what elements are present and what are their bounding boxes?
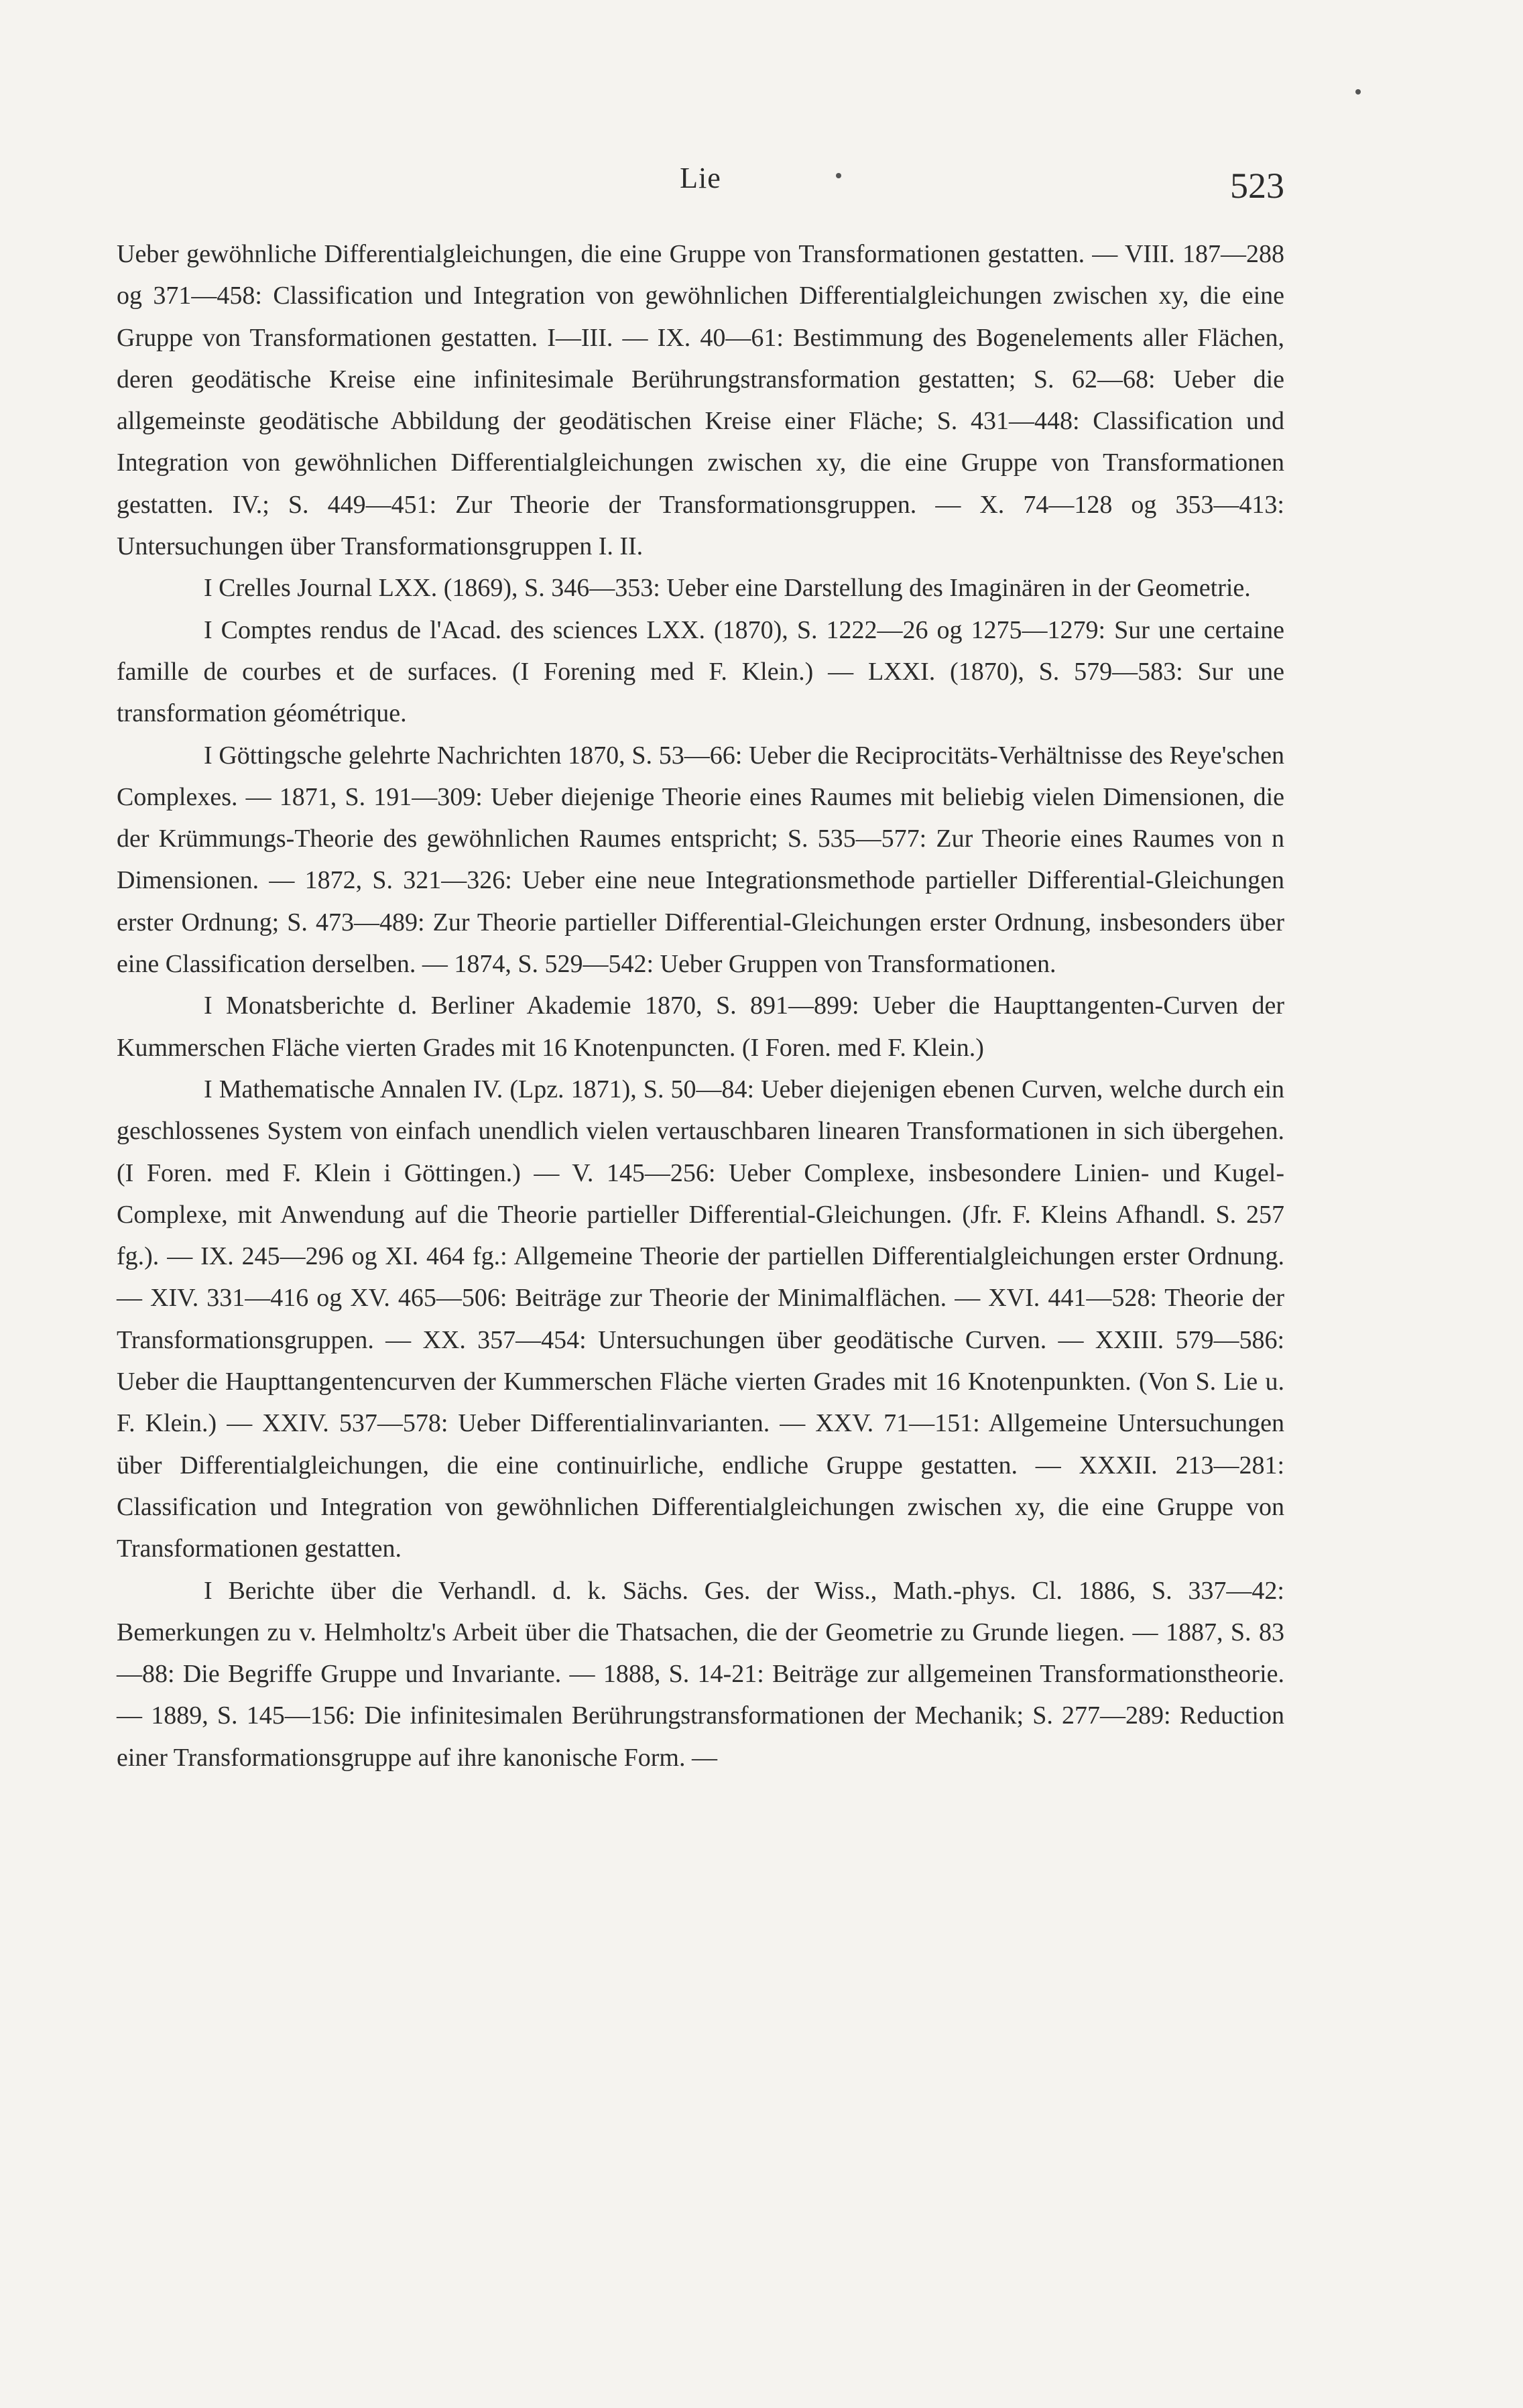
running-head: Lie xyxy=(680,162,721,194)
paragraph-goettingsche-nachrichten: I Göttingsche gelehrte Nachrichten 1870, S. 53—66: Ueber die Reciprocitäts-Verhältnisse des Reye'schen Complexes. — 1871, S. 191—309: Ueber diejenige Theorie eines Raumes mit beliebig vielen Dimensionen, die der Krümmungs-Theorie des gewöhnlichen Raumes entspricht; S. 535—577: Zur Theorie eines Raumes von n Dimensionen. — 1872, S. 321—326: Ueber eine neue Integrationsmethode partieller Differential-Gleichungen erster Ordnung; S. 473—489: Zur Theorie partieller Differential-Gleichungen erster Ordnung, insbesonders über eine Classification derselben. — 1874, S. 529—542: Ueber Gruppen von Transformationen. xyxy=(117,741,1284,979)
page-number: 523 xyxy=(1230,166,1284,206)
paragraph-comptes-rendus: I Comptes rendus de l'Acad. des sciences LXX. (1870), S. 1222—26 og 1275—1279: Sur une certaine famille de courbes et de surfaces. (I Forening med F. Klein.) — LXXI. (1870), S. 579—583: Sur une transformation géométrique. xyxy=(117,615,1284,728)
print-speck xyxy=(836,173,841,178)
paragraph-mathematische-annalen: I Mathematische Annalen IV. (Lpz. 1871), S. 50—84: Ueber diejenigen ebenen Curven, welche durch ein geschlossenes System von einfach unendlich vielen vertauschbaren linearen Transformationen in sich übergehen. (I Foren. med F. Klein i Göttingen.) — V. 145—256: Ueber Complexe, insbesondere Linien- und Kugel-Complexe, mit Anwendung auf die Theorie partieller Differential-Gleichungen. (Jfr. F. Kleins Afhandl. S. 257 fg.). — IX. 245—296 og XI. 464 fg.: Allgemeine Theorie der partiellen Differentialgleichungen erster Ordnung. — XIV. 331—416 og XV. 465—506: Beiträge zur Theorie der Minimalflächen. — XVI. 441—528: Theorie der Transformationsgruppen. — XX. 357—454: Untersuchungen über geodätische Curven. — XXIII. 579—586: Ueber die Haupttangentencurven der Kummerschen Fläche vierten Grades mit 16 Knotenpunkten. (Von S. Lie u. F. Klein.) — XXIV. 537—578: Ueber Differentialinvarianten. — XXV. 71—151: Allgemeine Untersuchungen über Differentialgleichungen, die eine continuirliche, endliche Gruppe gestatten. — XXXII. 213—281: Classification und Integration von gewöhnlichen Differentialgleichungen zwischen xy, die eine Gruppe von Transformationen gestatten. xyxy=(117,1075,1284,1563)
paragraph-monatsberichte: I Monatsberichte d. Berliner Akademie 1870, S. 891—899: Ueber die Haupttangenten-Curven der Kummerschen Fläche vierten Grades mit 16 Knotenpuncten. (I Foren. med F. Klein.) xyxy=(117,991,1284,1062)
print-speck xyxy=(1355,89,1361,95)
paragraph-berichte-verhandl: I Berichte über die Verhandl. d. k. Sächs. Ges. der Wiss., Math.-phys. Cl. 1886, S. 337—42: Bemerkungen zu v. Helmholtz's Arbeit über die Thatsachen, die der Geometrie zu Grunde liegen. — 1887, S. 83—88: Die Begriffe Gruppe und Invariante. — 1888, S. 14-21: Beiträge zur allgemeinen Transformationstheorie. — 1889, S. 145—156: Die infinitesimalen Berührungstransformationen der Mechanik; S. 277—289: Reduction einer Transformationsgruppe auf ihre kanonische Form. — xyxy=(117,1576,1284,1772)
paragraph-continuation: Ueber gewöhnliche Differentialgleichungen, die eine Gruppe von Transformationen gestatten. — VIII. 187—288 og 371—458: Classification und Integration von gewöhnlichen Differentialgleichungen zwischen xy, die eine Gruppe von Transformationen gestatten. I—III. — IX. 40—61: Bestimmung des Bogenelements aller Flächen, deren geodätische Kreise eine infinitesimale Berührungstransformation gestatten; S. 62—68: Ueber die allgemeinste geodätische Abbildung der geodätischen Kreise einer Fläche; S. 431—448: Classification und Integration von gewöhnlichen Differentialgleichungen zwischen xy, die eine Gruppe von Transformationen gestatten. IV.; S. 449—451: Zur Theorie der Transformationsgruppen. — X. 74—128 og 353—413: Untersuchungen über Transformationsgruppen I. II. xyxy=(117,240,1284,561)
page-header xyxy=(117,161,1284,208)
paragraph-crelles-journal: I Crelles Journal LXX. (1869), S. 346—353: Ueber eine Darstellung des Imaginären in der Geometrie. xyxy=(204,574,1251,603)
bibliography-text xyxy=(117,233,1284,1779)
